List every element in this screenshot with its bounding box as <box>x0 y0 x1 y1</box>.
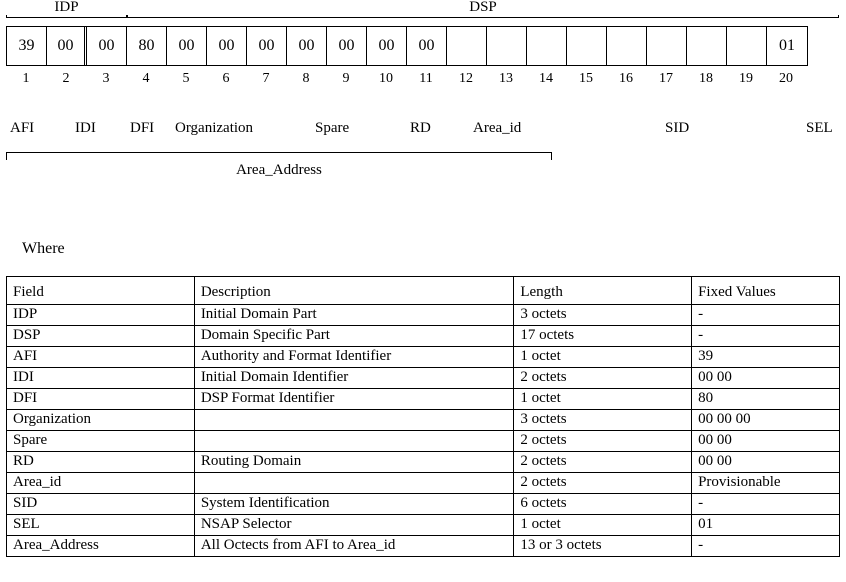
column-header-length: Length <box>514 277 692 305</box>
table-row <box>7 473 840 494</box>
brace-area-address-tick-left <box>6 152 7 160</box>
octet-cell: 00 <box>207 27 247 65</box>
brace-area-address-tick-right <box>551 152 552 160</box>
cell-length: 2 octets <box>514 431 692 452</box>
table-header-row <box>7 277 840 305</box>
brace-dsp-text: DSP <box>463 0 503 15</box>
cell-description: NSAP Selector <box>194 515 514 536</box>
cell-field: IDI <box>7 368 195 389</box>
octet-number: 11 <box>419 71 433 86</box>
octet-cell: 39 <box>7 27 47 65</box>
cell-fixed-value: Provisionable <box>692 473 840 494</box>
field-label-rd: RD <box>410 120 431 136</box>
octet-cell <box>687 27 727 65</box>
cell-field: Area_Address <box>7 536 195 557</box>
octet-number: 17 <box>659 71 673 86</box>
cell-description <box>194 431 514 452</box>
octet-number: 13 <box>499 71 513 86</box>
octet-cell <box>527 27 567 65</box>
table-row <box>7 347 840 368</box>
table-row <box>7 368 840 389</box>
cell-fixed-value: 80 <box>692 389 840 410</box>
where-label: Where <box>22 240 65 257</box>
field-label-dfi: DFI <box>130 120 155 136</box>
octet-cell <box>647 27 687 65</box>
cell-description: Initial Domain Identifier <box>194 368 514 389</box>
octet-cell: 00 <box>367 27 407 65</box>
table-row <box>7 305 840 326</box>
brace-dsp-label <box>127 0 839 15</box>
octet-cell: 00 <box>87 27 127 65</box>
octet-strip <box>6 26 808 66</box>
cell-length: 2 octets <box>514 452 692 473</box>
brace-dsp <box>127 0 839 22</box>
cell-field: RD <box>7 452 195 473</box>
cell-field: SEL <box>7 515 195 536</box>
octet-cell: 00 <box>407 27 447 65</box>
cell-description <box>194 473 514 494</box>
octet-number: 2 <box>62 71 70 86</box>
field-label-sel: SEL <box>806 120 833 136</box>
octet-cell <box>607 27 647 65</box>
brace-area-address-line <box>6 152 552 153</box>
cell-description: All Octects from AFI to Area_id <box>194 536 514 557</box>
octet-number: 10 <box>379 71 393 86</box>
cell-length: 6 octets <box>514 494 692 515</box>
column-header-fixed-values: Fixed Values <box>692 277 840 305</box>
octet-number: 16 <box>619 71 633 86</box>
cell-field: SID <box>7 494 195 515</box>
cell-fixed-value: 00 00 <box>692 431 840 452</box>
octet-cell <box>487 27 527 65</box>
octet-cell <box>727 27 767 65</box>
octet-number: 1 <box>22 71 30 86</box>
cell-description: DSP Format Identifier <box>194 389 514 410</box>
brace-idp-line <box>6 17 127 18</box>
table-row <box>7 536 840 557</box>
cell-length: 2 octets <box>514 473 692 494</box>
cell-fixed-value: 01 <box>692 515 840 536</box>
brace-area-address-label: Area_Address <box>236 162 322 178</box>
field-label-idi: IDI <box>75 120 96 136</box>
field-label-spare: Spare <box>315 120 350 136</box>
octet-number: 14 <box>539 71 553 86</box>
cell-fixed-value: 00 00 <box>692 368 840 389</box>
cell-length: 1 octet <box>514 389 692 410</box>
cell-length: 3 octets <box>514 305 692 326</box>
cell-length: 13 or 3 octets <box>514 536 692 557</box>
table-row <box>7 389 840 410</box>
cell-fixed-value: - <box>692 326 840 347</box>
brace-dsp-line <box>127 17 839 18</box>
octet-number: 18 <box>699 71 713 86</box>
octet-cell <box>567 27 607 65</box>
table-row <box>7 431 840 452</box>
cell-length: 3 octets <box>514 410 692 431</box>
cell-fixed-value: 00 00 <box>692 452 840 473</box>
cell-description <box>194 410 514 431</box>
octet-number: 3 <box>102 71 110 86</box>
cell-field: Area_id <box>7 473 195 494</box>
cell-description: Domain Specific Part <box>194 326 514 347</box>
table-row <box>7 494 840 515</box>
field-label-area-id: Area_id <box>473 120 522 136</box>
octet-number: 20 <box>779 71 793 86</box>
octet-number: 6 <box>222 71 230 86</box>
cell-description: System Identification <box>194 494 514 515</box>
cell-length: 2 octets <box>514 368 692 389</box>
table-row <box>7 452 840 473</box>
table-row <box>7 326 840 347</box>
table-row <box>7 515 840 536</box>
cell-length: 1 octet <box>514 515 692 536</box>
brace-idp-text: IDP <box>48 0 84 15</box>
cell-fixed-value: - <box>692 536 840 557</box>
octet-number: 7 <box>262 71 270 86</box>
cell-field: Organization <box>7 410 195 431</box>
cell-length: 1 octet <box>514 347 692 368</box>
field-label-afi: AFI <box>10 120 35 136</box>
octet-cell: 80 <box>127 27 167 65</box>
octet-number: 9 <box>342 71 350 86</box>
cell-field: DFI <box>7 389 195 410</box>
column-header-field: Field <box>7 277 195 305</box>
octet-numbers <box>6 70 806 90</box>
brace-idp-label <box>6 0 127 15</box>
field-labels <box>0 118 846 140</box>
octet-number: 4 <box>142 71 150 86</box>
brace-area-address <box>6 152 552 188</box>
cell-description: Authority and Format Identifier <box>194 347 514 368</box>
octet-cell: 00 <box>247 27 287 65</box>
octet-number: 12 <box>459 71 473 86</box>
octet-cell: 01 <box>779 37 795 54</box>
octet-number: 15 <box>579 71 593 86</box>
cell-description: Routing Domain <box>194 452 514 473</box>
cell-fixed-value: - <box>692 305 840 326</box>
cell-field: IDP <box>7 305 195 326</box>
octet-number: 8 <box>302 71 310 86</box>
octet-cell: 00 <box>327 27 367 65</box>
octet-number: 19 <box>739 71 753 86</box>
cell-description: Initial Domain Part <box>194 305 514 326</box>
table-row <box>7 410 840 431</box>
field-label-sid: SID <box>665 120 690 136</box>
cell-length: 17 octets <box>514 326 692 347</box>
cell-fixed-value: 39 <box>692 347 840 368</box>
cell-field: DSP <box>7 326 195 347</box>
octet-cell: 00 <box>287 27 327 65</box>
octet-cell: 00 <box>47 27 87 65</box>
field-legend-table <box>6 276 840 557</box>
octet-cell <box>447 27 487 65</box>
cell-fixed-value: - <box>692 494 840 515</box>
octet-number: 5 <box>182 71 190 86</box>
cell-fixed-value: 00 00 00 <box>692 410 840 431</box>
nsap-address-diagram <box>0 0 846 200</box>
field-label-organization: Organization <box>175 120 254 136</box>
octet-cell: 00 <box>167 27 207 65</box>
column-header-description: Description <box>194 277 514 305</box>
cell-field: Spare <box>7 431 195 452</box>
cell-field: AFI <box>7 347 195 368</box>
brace-idp <box>6 0 127 22</box>
